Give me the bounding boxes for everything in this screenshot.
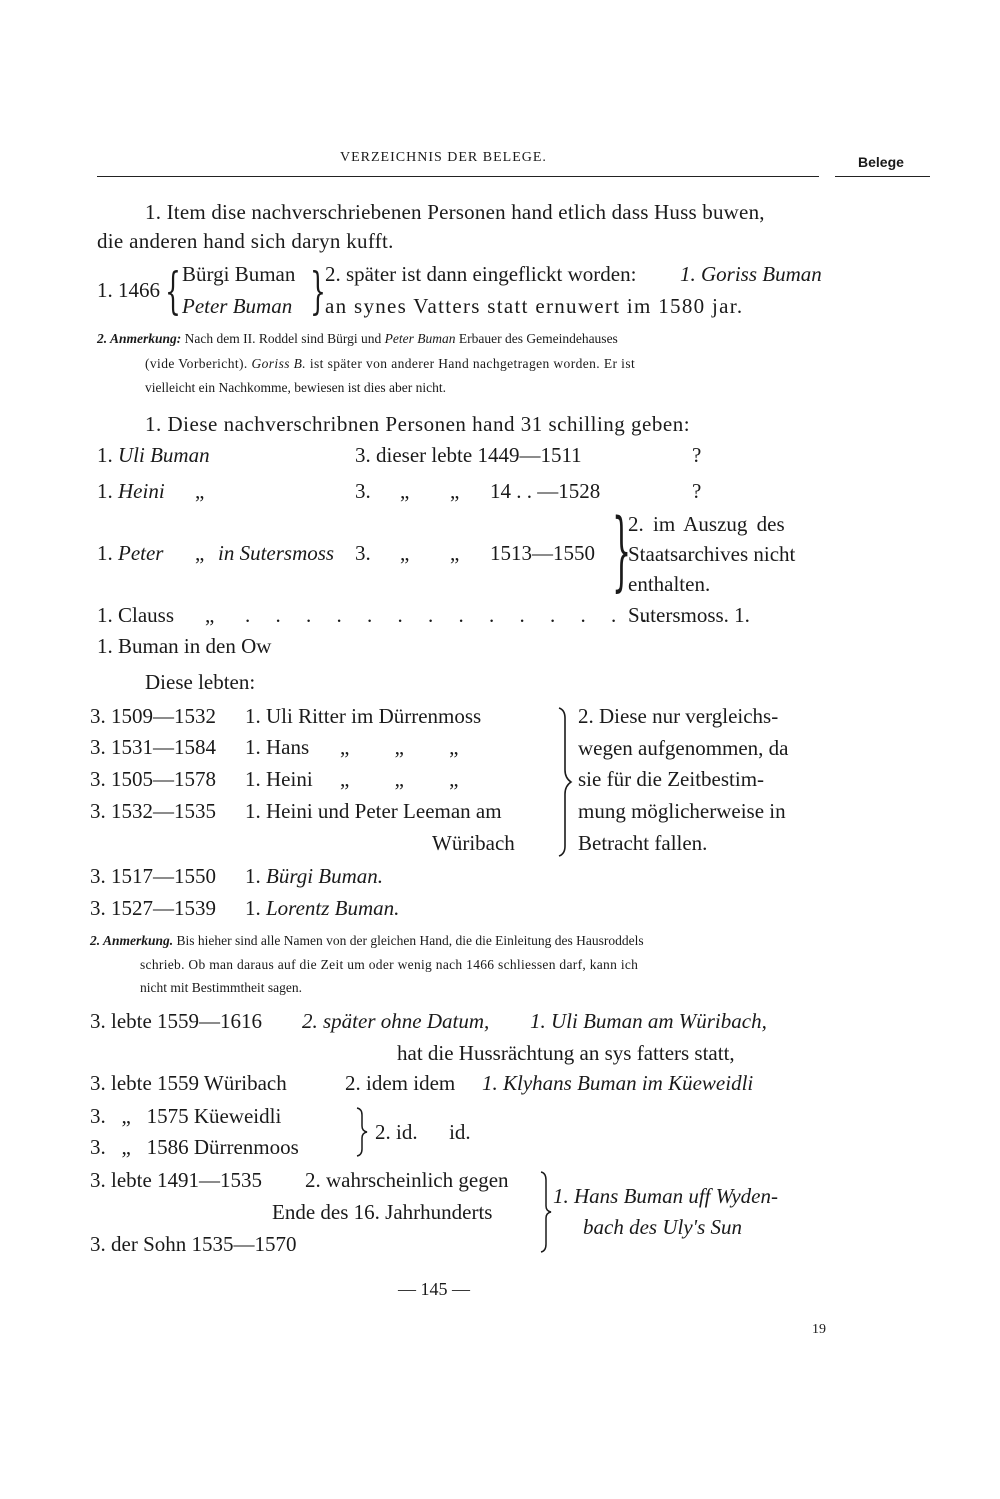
- person-mid: 3. dieser lebte 1449—1511: [355, 443, 582, 467]
- person-num: 1.: [97, 541, 113, 565]
- id-brace: [354, 1106, 370, 1158]
- later-hussrachtung: hat die Hussrächtung an sys fatters statt,: [397, 1041, 735, 1065]
- person-name: Buman in den Ow: [118, 634, 272, 658]
- hans-line2: bach des Uly's Sun: [583, 1215, 743, 1239]
- later-1559: 3. lebte 1559 Würibach: [90, 1071, 287, 1095]
- peter-brace: }: [612, 501, 632, 601]
- ditto-mark: „: [195, 541, 205, 565]
- buman-num: 1.: [245, 896, 261, 920]
- note2-line2: schrieb. Ob man daraus auf die Zeit um oder wenig nach 1466 schliessen darf, kann ich: [140, 957, 639, 972]
- lebten-cont: Würibach: [432, 831, 515, 855]
- section-tag: Belege: [858, 154, 904, 170]
- goriss-name: 1. Goriss Buman: [680, 262, 822, 286]
- ditto-mark: „: [400, 479, 410, 503]
- lebten-dates: 3. 1532—1535: [90, 799, 216, 823]
- person-place: in Sutersmoss: [218, 541, 335, 565]
- later-undated: 2. später ohne Datum,: [302, 1009, 490, 1033]
- note1-peter: Peter Buman: [384, 331, 456, 346]
- ditto-mark: „: [195, 479, 205, 503]
- note1-text-c: Erbauer des Gemeindehauses: [458, 331, 618, 346]
- person-num: 1.: [97, 443, 113, 467]
- entry-later-text: 2. später ist dann eingeflickt worden:: [325, 262, 637, 286]
- later-idem: 2. idem idem: [345, 1071, 456, 1095]
- peter-note-1: 2. im Auszug des: [628, 512, 785, 536]
- person-unknown: ?: [692, 443, 702, 467]
- person-num: 1.: [97, 634, 113, 658]
- later-sohn: 3. der Sohn 1535—1570: [90, 1232, 297, 1256]
- page-number: — 145 —: [398, 1279, 470, 1299]
- note1-later: ist später von anderer Hand nachgetragen worden. Er ist: [309, 356, 636, 371]
- person-dates: 1513—1550: [490, 541, 595, 565]
- person-name: Clauss: [118, 603, 175, 627]
- sutersmoss-ref: Sutersmoss. 1.: [628, 603, 750, 627]
- hans-line1: 1. Hans Buman uff Wyden-: [553, 1184, 778, 1208]
- header-rule: [97, 176, 819, 177]
- peter-note-3: enthalten.: [628, 572, 711, 596]
- name-buergi: Bürgi Buman: [182, 262, 296, 286]
- sheet-number: 19: [812, 1322, 826, 1337]
- person-mid: 3.: [355, 479, 371, 503]
- later-wahrscheinlich: 2. wahrscheinlich gegen: [305, 1168, 509, 1192]
- note1-line3: vielleicht ein Nachkomme, bewiesen ist dies aber nicht.: [145, 380, 447, 395]
- lebten-dates: 3. 1505—1578: [90, 767, 216, 791]
- person-mid: 3.: [355, 541, 371, 565]
- person-name: Uli Buman: [118, 443, 210, 467]
- name-peter: Peter Buman: [182, 294, 293, 318]
- person-unknown: ?: [692, 479, 702, 503]
- later-uli: 1. Uli Buman am Würibach,: [530, 1009, 767, 1033]
- para1-line1: 1. Item dise nachverschriebenen Personen hand etlich dass Huss buwen,: [145, 200, 765, 224]
- ditto-mark: „: [205, 603, 215, 627]
- note1-text-a: Nach dem II. Roddel sind Bürgi und: [184, 331, 382, 346]
- person-name: Heini: [118, 479, 165, 503]
- hans-brace: [538, 1170, 554, 1254]
- later-1491: 3. lebte 1491—1535: [90, 1168, 263, 1192]
- note1-goriss: Goriss B.: [251, 356, 307, 371]
- entry-renewed: an synes Vatters statt ernuwert im 1580 jar.: [325, 294, 744, 318]
- buman-num: 1.: [245, 864, 261, 888]
- later-dates: 3. lebte 1559—1616: [90, 1009, 263, 1033]
- buman-dates: 3. 1517—1550: [90, 864, 216, 888]
- lebten-note-2: wegen aufgenommen, da: [578, 736, 789, 760]
- person-name: Peter: [118, 541, 164, 565]
- buman-name: Lorentz Buman.: [266, 896, 400, 920]
- lebten-note-1: 2. Diese nur vergleichs-: [578, 704, 779, 728]
- lebten-dates: 3. 1531—1584: [90, 735, 216, 759]
- para1-line2: die anderen hand sich daryn kufft.: [97, 229, 394, 253]
- para2: 1. Diese nachverschribnen Personen hand 31 schilling geben:: [145, 412, 691, 436]
- ditto-mark: „: [450, 541, 460, 565]
- lebten-text: 1. Heini und Peter Leeman am: [245, 799, 502, 823]
- ditto-mark: „: [450, 479, 460, 503]
- later-ende: Ende des 16. Jahrhunderts: [272, 1200, 493, 1224]
- entry-year: 1. 1466: [97, 278, 160, 302]
- peter-note-2: Staatsarchives nicht: [628, 542, 796, 566]
- lebten-note-5: Betracht fallen.: [578, 831, 708, 855]
- ditto-marks: „ „ „: [340, 767, 459, 791]
- lebten-text: 1. Uli Ritter im Dürrenmoss: [245, 704, 482, 728]
- lebten-note-3: sie für die Zeitbestim-: [578, 767, 765, 791]
- note2-text: Bis hieher sind alle Namen von der gleichen Hand, die die Einleitung des Hausroddels: [176, 933, 644, 948]
- ditto-marks: „ „ „: [340, 735, 459, 759]
- later-1575: 3. „ 1575 Küeweidli: [90, 1104, 282, 1128]
- later-1586: 3. „ 1586 Dürrenmoos: [90, 1135, 299, 1159]
- lebten-note-4: mung möglicherweise in: [578, 799, 786, 823]
- note2-label: 2. Anmerkung.: [90, 933, 174, 948]
- lebten-text: 1. Hans: [245, 735, 310, 759]
- running-head: VERZEICHNIS DER BELEGE.: [340, 150, 547, 165]
- lebten-brace: [555, 706, 575, 858]
- later-id: 2. id. id.: [375, 1120, 471, 1144]
- buman-dates: 3. 1527—1539: [90, 896, 216, 920]
- later-klyhans: 1. Klyhans Buman im Küeweidli: [482, 1071, 754, 1095]
- leader-dots: . . . . . . . . . . . . . .: [245, 603, 657, 627]
- left-brace: {: [165, 262, 181, 320]
- note1-vide: (vide Vorbericht).: [145, 356, 248, 371]
- ditto-mark: „: [400, 541, 410, 565]
- person-dates: 14 . . —1528: [490, 479, 601, 503]
- lebten-text: 1. Heini: [245, 767, 313, 791]
- tag-rule: [835, 176, 930, 177]
- right-brace: }: [310, 262, 326, 320]
- note1-label: 2. Anmerkung:: [97, 331, 182, 346]
- lebten-dates: 3. 1509—1532: [90, 704, 216, 728]
- person-num: 1.: [97, 603, 113, 627]
- buman-name: Bürgi Buman.: [266, 864, 384, 888]
- note2-line3: nicht mit Bestimmtheit sagen.: [140, 980, 302, 995]
- lebten-heading: Diese lebten:: [145, 670, 256, 694]
- person-num: 1.: [97, 479, 113, 503]
